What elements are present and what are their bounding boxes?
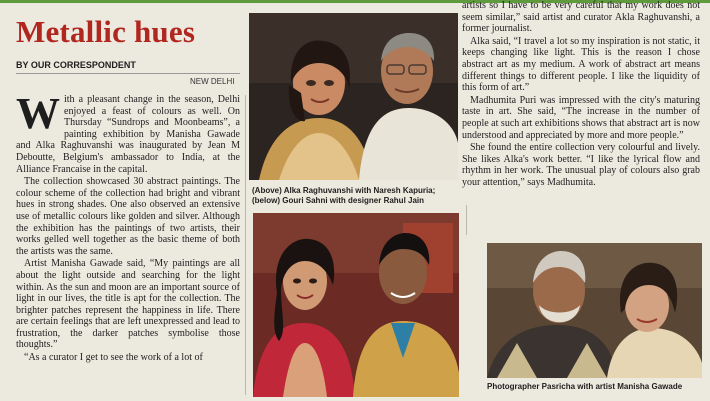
paragraph-4: “As a curator I get to see the work of a lot of [24,352,203,364]
dateline: NEW DELHI [190,77,235,86]
paragraph-5: artists so I have to be very careful that my work does not seem similar,” said artist and curator Akla Raghuvanshi, a former journalist. [462,0,700,35]
caption-top-line1: (Above) Alka Raghuvanshi with Naresh Kapuria; [252,186,436,195]
paragraph-7: Madhumita Puri was impressed with the city's maturing taste in art. She said, “The increase in the number of people at such art exhibitions shows that abstract art is now understood and appreciated by more and more people.” [462,94,700,141]
photo-top-image [249,13,458,180]
photo-right-pasricha-manisha [487,243,702,378]
article-column-right [462,0,700,190]
column-divider [466,205,467,235]
drop-cap: W [16,89,60,138]
paragraph-2: The collection showcased 30 abstract paintings. The colour scheme of the collection had bright and vibrant hues in strong shades. One also observed an extensive use of metallic colours like golden and silver. Although the exhibition has the paintings of two artists, their works gelled well together as the basic theme of both the artists was the same. [16,176,240,257]
paragraph-1-text: ith a pleasant change in the season, Delhi enjoyed a feast of colours as well. On Thursday “Sundrops and Moonbeams”, a painting exhibition by Manisha Gawade and Alka Raghuvanshi was inaugurated by Jean M Deboutte, Belgium's ambassador to India, at the Alliance Francaise in the capital. [16,94,240,175]
article-column-left [16,89,240,365]
caption-top [252,186,462,206]
paragraph-8: She found the entire collection very colourful and lively. She likes Alka's work better. “I like the lyrical flow and rhythm in her work. The unusual play of colours also grab your attention,” says Madhumita. [462,142,700,188]
paragraph-6: Alka said, “I travel a lot so my inspiration is not static, it keeps changing like light. This is the reason I chose abstract art as my medium. A work of abstract art means different things to different people. I like the liquidity of this form of art.” [462,35,700,94]
byline: BY OUR CORRESPONDENT [16,60,136,70]
byline-rule [16,73,240,74]
photo-right-image [487,243,702,378]
photo-bottom-gouri-rahul [253,213,459,397]
paragraph-1 [16,89,240,175]
caption-top-line2: (below) Gouri Sahni with designer Rahul Jain [252,196,425,205]
photo-top-alka-naresh [249,13,458,180]
column-divider [245,95,246,395]
paragraph-3: Artist Manisha Gawade said, “My paintings are all about the light outside and searching for the light within. As the sun and moon are an important source of light in our lives, the title is apt for the collection. The brighter patches represent the happiness in life. There are certain feelings that are left unexpressed and lead to frustration, the darker patches symbolise those thoughts.” [16,258,240,351]
headline: Metallic hues [16,14,196,49]
caption-right: Photographer Pasricha with artist Manisha Gawade [487,382,683,391]
photo-bottom-image [253,213,459,397]
